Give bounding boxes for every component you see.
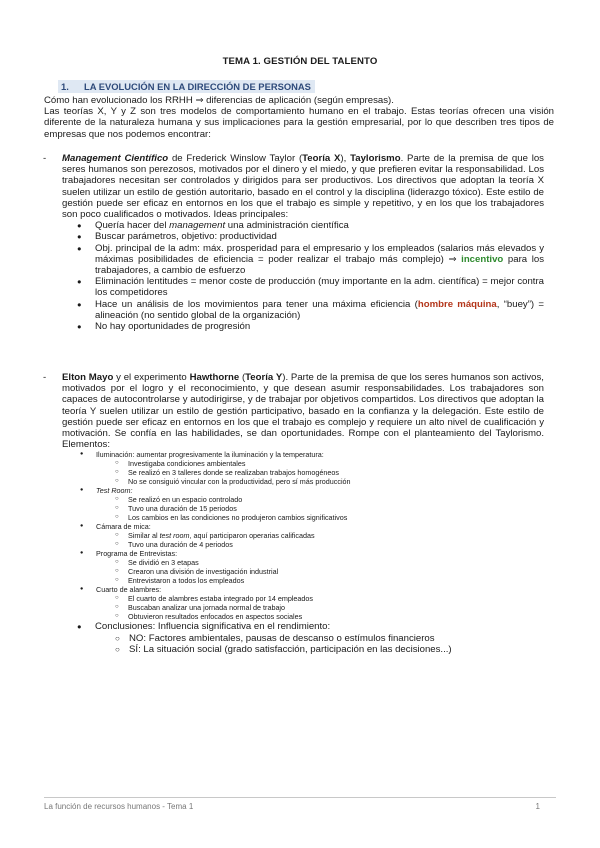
list-item: ○ Buscaban analizar una jornada normal de trabajo [128, 603, 544, 612]
taylorismo: Taylorismo [350, 153, 401, 164]
page-number: 1 [535, 802, 540, 811]
list-item: ○ Crearon una división de investigación industrial [128, 567, 544, 576]
list-item: ○ SÍ: La situación social (grado satisfacción, participación en las decisiones...) [129, 644, 544, 655]
taylor-title: Management Científico [62, 153, 169, 164]
list-item: ● No hay oportunidades de progresión [95, 321, 544, 332]
list-item: ● Test Room: ○ Se realizó en un espacio controlado ○ Tuvo una duración de 15 periodos ○ Los cambios en las condiciones no produjeron cambios significativos [96, 486, 544, 522]
list-item: ○ Tuvo una duración de 4 periodos [128, 540, 544, 549]
teoria-y: Teoría Y [245, 372, 283, 383]
intro [44, 95, 554, 140]
footer-divider [44, 797, 556, 798]
list-item: ● Cámara de mica: ○ Similar al test room, aquí participaron operarias calificadas ○ Tuvo una duración de 4 periodos [96, 522, 544, 549]
list-item: ● Hace un análisis de los movimientos para tener una máxima eficiencia (hombre máquina, “buey”) = alineación (no sentido global de la organización) [95, 299, 544, 321]
elements-list [62, 450, 544, 621]
section-heading [58, 80, 315, 93]
dash-bullet: - [43, 372, 47, 383]
taylor-ideas-list [62, 220, 544, 332]
list-item: ○ Tuvo una duración de 15 periodos [128, 504, 544, 513]
list-item: ○ Entrevistaron a todos los empleados [128, 576, 544, 585]
list-item: ○ El cuarto de alambres estaba integrado por 14 empleados [128, 594, 544, 603]
list-item: ● Programa de Entrevistas: ○ Se dividió en 3 etapas ○ Crearon una división de investigación industrial ○ Entrevistaron a todos los empleados [96, 549, 544, 585]
mayo-paragraph: Elton Mayo y el experimento Hawthorne (Teoría Y). Parte de la premisa de que los seres humanos son activos, motivados por el logro y el reconocimiento, y que desean asumir responsabilidades. Los trabajadores son capaces de autocontrolarse y autodirigirse, y de trabajar por objetivos compartidos. Los directivos que adoptan la teoría Y suelen utilizar un estilo de gestión participativo, basado en la confianza y la delegación. Este estilo de gestión puede ser eficaz en entornos en los que el trabajo es complejo y requiere un alto nivel de cualificación y motivación. Se confía en las habilidades, se dan oportunidades. Rompe con el planteamiento del Taylorismo. Elementos: [62, 372, 544, 451]
hawthorne: Hawthorne [189, 372, 240, 383]
dash-bullet: - [43, 153, 47, 164]
mayo-block [43, 372, 544, 655]
list-item: ○ Se realizó en 3 talleres donde se realizaban trabajos homogéneos [128, 468, 544, 477]
list-item: ● Obj. principal de la adm: máx. prosperidad para el empresario y los empleados (salarios más elevados y máximas posibilidades de eficiencia = poder realizar el trabajo más complejo) ⇒ incentivo para los trabajadores, a cambio de esfuerzo [95, 243, 544, 277]
taylor-paragraph: Management Científico de Frederick Winslow Taylor (Teoría X), Taylorismo. Parte de la premisa de que los seres humanos son perezosos, motivados por el dinero y el miedo, y que prefieren evitar la responsabilidad. Los trabajadores necesitan ser controlados y dirigidos para ser productivos. Los directivos que adoptan la teoría X suelen utilizar un estilo de gestión autoritario, basado en el control y la disciplina (liderazgo tóxico). Este estilo de gestión puede ser eficaz en entornos en los que el trabajo es simple y repetitivo, y en los que los trabajadores son poco cualificados o motivados. Ideas principales: [62, 153, 544, 221]
list-item: ○ Obtuvieron resultados enfocados en aspectos sociales [128, 612, 544, 621]
elton-mayo: Elton Mayo [62, 372, 114, 383]
intro-paragraph: Las teorías X, Y y Z son tres modelos de comportamiento humano en el trabajo. Estas teorías ofrecen una visión diferente de la naturaleza humana y sus implicaciones para la gestión empresarial, por lo que describen tres tipos de empresas que nos podemos encontrar: [44, 106, 554, 140]
footer-text: La función de recursos humanos - Tema 1 [44, 802, 194, 811]
taylor-block [43, 153, 544, 333]
conclusions-list [62, 621, 544, 655]
list-item: ○ Similar al test room, aquí participaron operarias calificadas [128, 531, 544, 540]
list-item: ○ No se consiguió vincular con la productividad, pero sí más producción [128, 477, 544, 486]
list-item: ○ Investigaba condiciones ambientales [128, 459, 544, 468]
list-item: ● Conclusiones: Influencia significativa en el rendimiento: ○ NO: Factores ambientales, pausas de descanso o estímulos financieros ○ SÍ: La situación social (grado satisfacción, participación en las decisiones...) [95, 621, 544, 655]
list-item: ● Iluminación: aumentar progresivamente la iluminación y la temperatura: ○ Investigaba condiciones ambientales ○ Se realizó en 3 talleres donde se realizaban trabajos homogéneos ○ No se consiguió vincular con la productividad, pero sí más producción [96, 450, 544, 486]
list-item: ● Cuarto de alambres: ○ El cuarto de alambres estaba integrado por 14 empleados ○ Buscaban analizar una jornada normal de trabajo ○ Obtuvieron resultados enfocados en aspectos sociales [96, 585, 544, 621]
section-title: LA EVOLUCIÓN EN LA DIRECCIÓN DE PERSONAS [84, 81, 311, 92]
list-item: ○ Los cambios en las condiciones no produjeron cambios significativos [128, 513, 544, 522]
list-item: ○ Se dividió en 3 etapas [128, 558, 544, 567]
page-title: TEMA 1. GESTIÓN DEL TALENTO [222, 56, 378, 67]
list-item: ○ Se realizó en un espacio controlado [128, 495, 544, 504]
teoria-x: Teoría X [302, 153, 341, 164]
hombre-maquina-highlight: hombre máquina [417, 298, 497, 310]
list-item: ● Quería hacer del management una administración científica [95, 220, 544, 231]
list-item: ● Buscar parámetros, objetivo: productividad [95, 231, 544, 242]
list-item: ● Eliminación lentitudes = menor coste de producción (muy importante en la adm. científica) = mejor contra los competidores [95, 276, 544, 298]
section-number: 1. [61, 81, 69, 92]
incentivo-highlight: incentivo [461, 253, 504, 265]
list-item: ○ NO: Factores ambientales, pausas de descanso o estímulos financieros [129, 633, 544, 644]
intro-line-1: Cómo han evolucionado los RRHH ⇒ diferencias de aplicación (según empresas). [44, 95, 394, 106]
